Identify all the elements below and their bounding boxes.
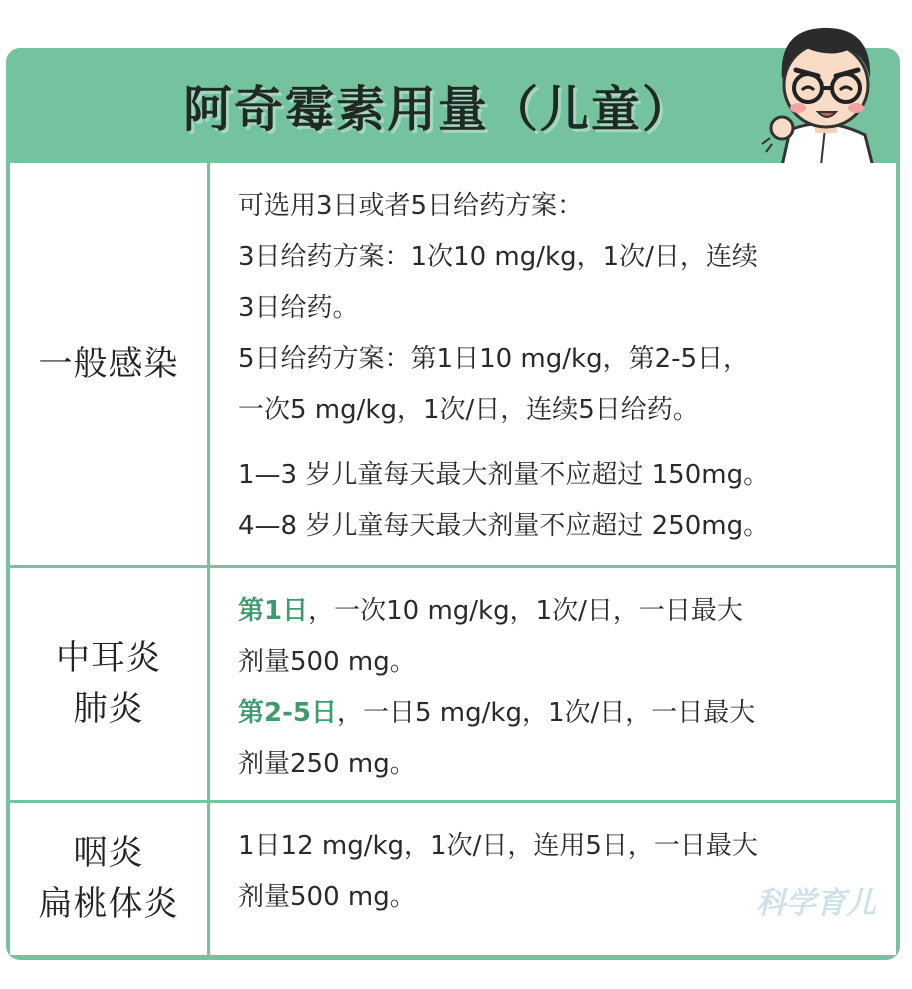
content-line: 5日给药方案：第1日10 mg/kg，第2-5日， bbox=[238, 344, 750, 374]
row-label-otitis-pneumonia bbox=[10, 568, 207, 800]
row-content-general-infection bbox=[210, 163, 896, 565]
content-line: 1—3 岁儿童每天最大剂量不应超过 150mg。 bbox=[238, 460, 770, 490]
content-line bbox=[238, 586, 896, 637]
content-line: 剂量250 mg。 bbox=[238, 749, 416, 779]
content-line: 一次5 mg/kg，1次/日，连续5日给药。 bbox=[238, 395, 699, 425]
content-line: 可选用3日或者5日给药方案： bbox=[238, 191, 584, 221]
row-label-pharyngitis-tonsillitis bbox=[10, 803, 207, 955]
row-label-line: 扁桃体炎 bbox=[38, 884, 179, 924]
day-highlight: 第1日 bbox=[238, 596, 309, 626]
content-line: 3日给药方案：1次10 mg/kg，1次/日，连续 bbox=[238, 242, 758, 272]
row-label-line: 一般感染 bbox=[38, 343, 179, 384]
content-line: 4—8 岁儿童每天最大剂量不应超过 250mg。 bbox=[238, 511, 770, 541]
content-line bbox=[238, 688, 896, 739]
content-line: 1日12 mg/kg，1次/日，连用5日，一日最大 bbox=[238, 831, 758, 861]
watermark-text: 科学育儿 bbox=[756, 886, 876, 921]
content-line: 剂量500 mg。 bbox=[238, 647, 416, 677]
content-line: 3日给药。 bbox=[238, 293, 359, 323]
content-text: ，一日5 mg/kg，1次/日，一日最大 bbox=[336, 698, 756, 728]
row-label-line: 咽炎 bbox=[73, 833, 144, 873]
brand-watermark-logo bbox=[752, 872, 876, 952]
doctor-mascot-icon bbox=[760, 10, 890, 175]
day-highlight: 第2-5日 bbox=[238, 698, 337, 728]
row-label-line: 中耳炎 bbox=[56, 638, 161, 678]
row-label-line: 肺炎 bbox=[73, 689, 144, 729]
row-content-otitis-pneumonia bbox=[210, 568, 896, 800]
page-title: 阿奇霉素用量（儿童） bbox=[182, 80, 693, 138]
content-line: 剂量500 mg。 bbox=[238, 882, 416, 912]
dosage-table bbox=[10, 163, 896, 955]
row-label-general-infection bbox=[10, 163, 207, 565]
content-text: ，一次10 mg/kg，1次/日，一日最大 bbox=[308, 596, 743, 626]
paragraph-gap bbox=[238, 436, 896, 450]
